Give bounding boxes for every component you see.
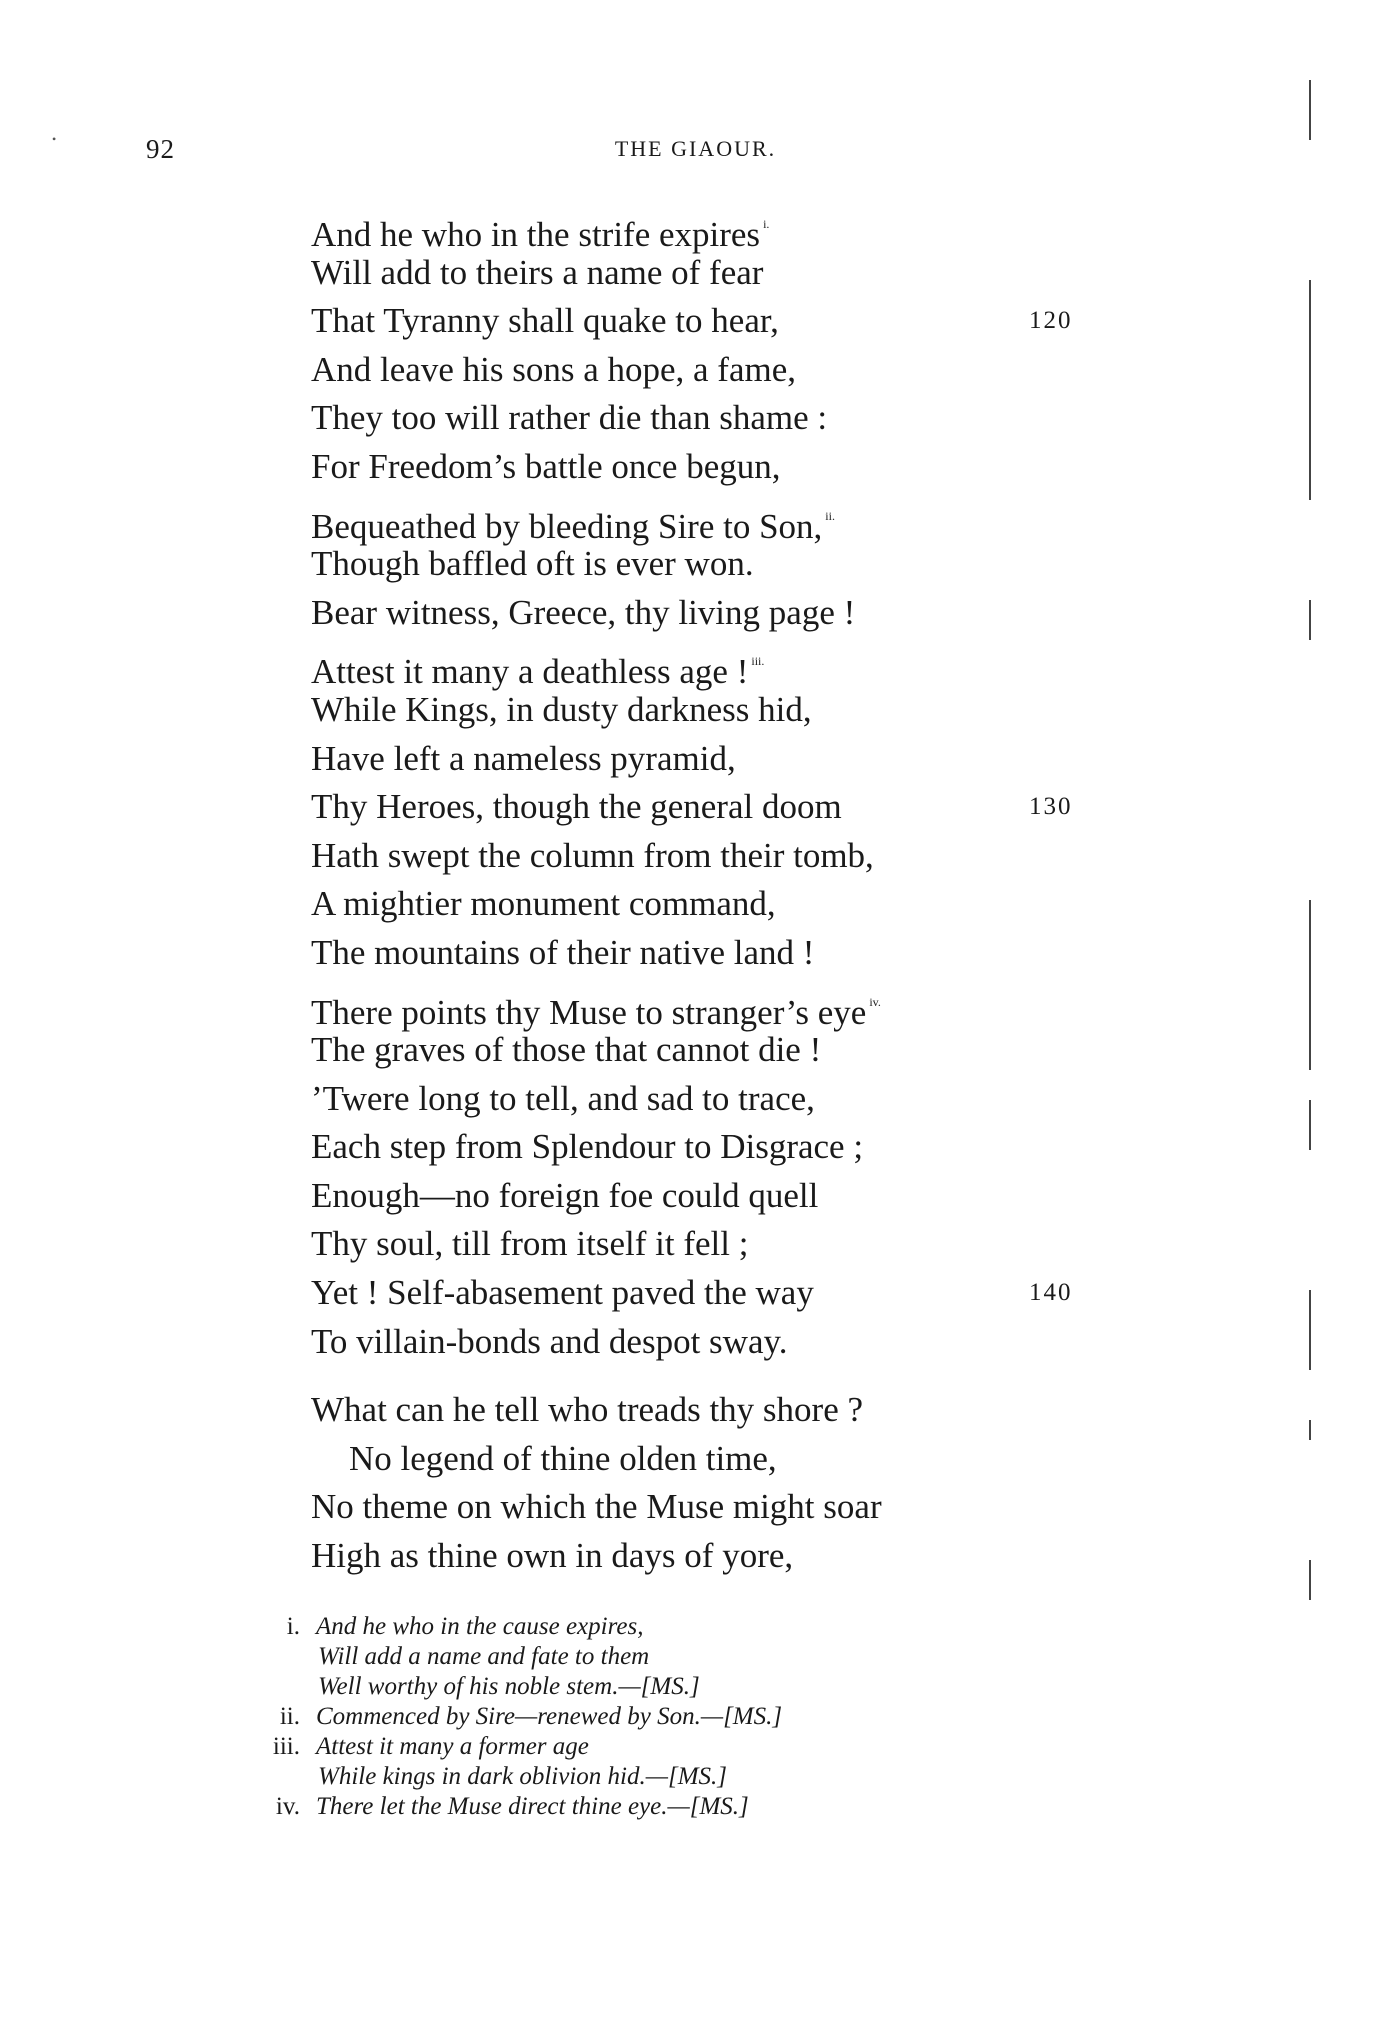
poem-line-text: And leave his sons a hope, a fame, [311, 349, 796, 389]
poem-stanza-1 [311, 200, 1111, 1366]
poem-line [311, 929, 1111, 978]
poem-line [311, 1318, 1111, 1367]
poem-line-text: That Tyranny shall quake to hear, [311, 301, 779, 341]
line-number: 140 [1029, 1279, 1073, 1307]
footnotes [248, 1612, 1048, 1822]
poem-line-text: The mountains of their native land ! [311, 932, 815, 972]
footnote [248, 1732, 1048, 1792]
poem-line-text: Enough—no foreign foe could quell [311, 1175, 819, 1215]
line-number: 130 [1029, 793, 1073, 821]
poem-line-text: High as thine own in days of yore, [311, 1535, 794, 1575]
poem-line [311, 1435, 1111, 1484]
poem-line [311, 783, 1111, 832]
footnote-text: Will add a name and fate to them [318, 1643, 650, 1670]
poem-line [311, 978, 1111, 1032]
footnote-ref: iii. [751, 654, 765, 669]
poem-line-text: ’Twere long to tell, and sad to trace, [311, 1078, 815, 1118]
poem-line [311, 735, 1111, 784]
poem-line-text: Will add to theirs a name of fear [311, 252, 764, 292]
poem-line-text: What can he tell who treads thy shore ? [311, 1390, 864, 1429]
poem-line [311, 686, 1111, 735]
poem-line [311, 637, 1111, 692]
poem-line [311, 443, 1111, 492]
poem-line [311, 1269, 1111, 1318]
poem-line [311, 1386, 1111, 1435]
footnote-text: There let the Muse direct thine eye.—[MS.] [316, 1793, 749, 1820]
poem-line-text: They too will rather die than shame : [311, 398, 828, 438]
poem-line-text: The graves of those that cannot die ! [311, 1030, 822, 1070]
poem-line [311, 492, 1111, 546]
stray-ink-mark: • [52, 132, 57, 146]
poem-line-text: While Kings, in dusty darkness hid, [311, 689, 812, 729]
footnote-ref: i. [763, 217, 770, 231]
poem-line-text: And he who in the strife expires [311, 215, 761, 254]
footnote-ref: iv. [869, 994, 881, 1009]
poem-line [311, 297, 1111, 346]
footnote [248, 1702, 1048, 1732]
poem-line-text: No theme on which the Muse might soar [311, 1487, 882, 1527]
poem-line-text: No legend of thine olden time, [349, 1438, 777, 1478]
footnote-label: ii. [279, 1703, 300, 1730]
poem-line-text: To villain-bonds and despot sway. [311, 1321, 788, 1361]
page-edge-marks [1301, 40, 1321, 2000]
line-number: 120 [1029, 307, 1073, 335]
poem-line-text: Though baffled oft is ever won. [311, 544, 754, 584]
poem-line [311, 1172, 1111, 1221]
poem-line [311, 200, 1111, 254]
footnote-text: Commenced by Sire—renewed by Son.—[MS.] [316, 1703, 783, 1730]
poem-stanza-2 [311, 1386, 1111, 1580]
poem-line [311, 1483, 1111, 1532]
poem-line [311, 1532, 1111, 1581]
poem-line [311, 346, 1111, 395]
poem-line-text: There points thy Muse to stranger’s eye [311, 992, 867, 1032]
running-head: THE GIAOUR. [614, 136, 777, 161]
poem-line-text: Thy soul, till from itself it fell ; [311, 1224, 749, 1264]
poem-line [311, 880, 1111, 929]
poem-line [311, 394, 1111, 443]
footnote-text: Well worthy of his noble stem.—[MS.] [318, 1673, 700, 1700]
footnote-label: iv. [275, 1793, 300, 1820]
footnote [248, 1612, 1048, 1702]
footnote [248, 1792, 1048, 1822]
footnote-ref: ii. [825, 508, 835, 523]
footnote-text: And he who in the cause expires, [316, 1613, 644, 1640]
poem-line-text: A mightier monument command, [311, 884, 776, 924]
poem-line [311, 832, 1111, 881]
footnote-label: iii. [272, 1733, 300, 1760]
poem-line [311, 249, 1111, 298]
footnote-label: i. [286, 1613, 300, 1640]
poem-line [311, 540, 1111, 589]
footnote-text: While kings in dark oblivion hid.—[MS.] [318, 1763, 727, 1790]
poem-line [311, 1075, 1111, 1124]
poem-line-text: Bear witness, Greece, thy living page ! [311, 592, 856, 632]
footnote-text: Attest it many a former age [316, 1733, 589, 1760]
poem-line-text: Hath swept the column from their tomb, [311, 835, 874, 875]
page-number: 92 [146, 134, 175, 164]
poem-line-text: For Freedom’s battle once begun, [311, 446, 781, 486]
poem-line [311, 589, 1111, 638]
poem-line [311, 1220, 1111, 1269]
poem-line-text: Attest it many a deathless age ! [311, 652, 749, 692]
poem-line-text: Each step from Splendour to Disgrace ; [311, 1127, 864, 1167]
poem-line-text: Have left a nameless pyramid, [311, 738, 736, 778]
poem-line [311, 1026, 1111, 1075]
poem-line-text: Bequeathed by bleeding Sire to Son, [311, 506, 823, 546]
poem-line [311, 1123, 1111, 1172]
poem-line-text: Yet ! Self-abasement paved the way [311, 1273, 814, 1313]
poem-line-text: Thy Heroes, though the general doom [311, 787, 842, 827]
